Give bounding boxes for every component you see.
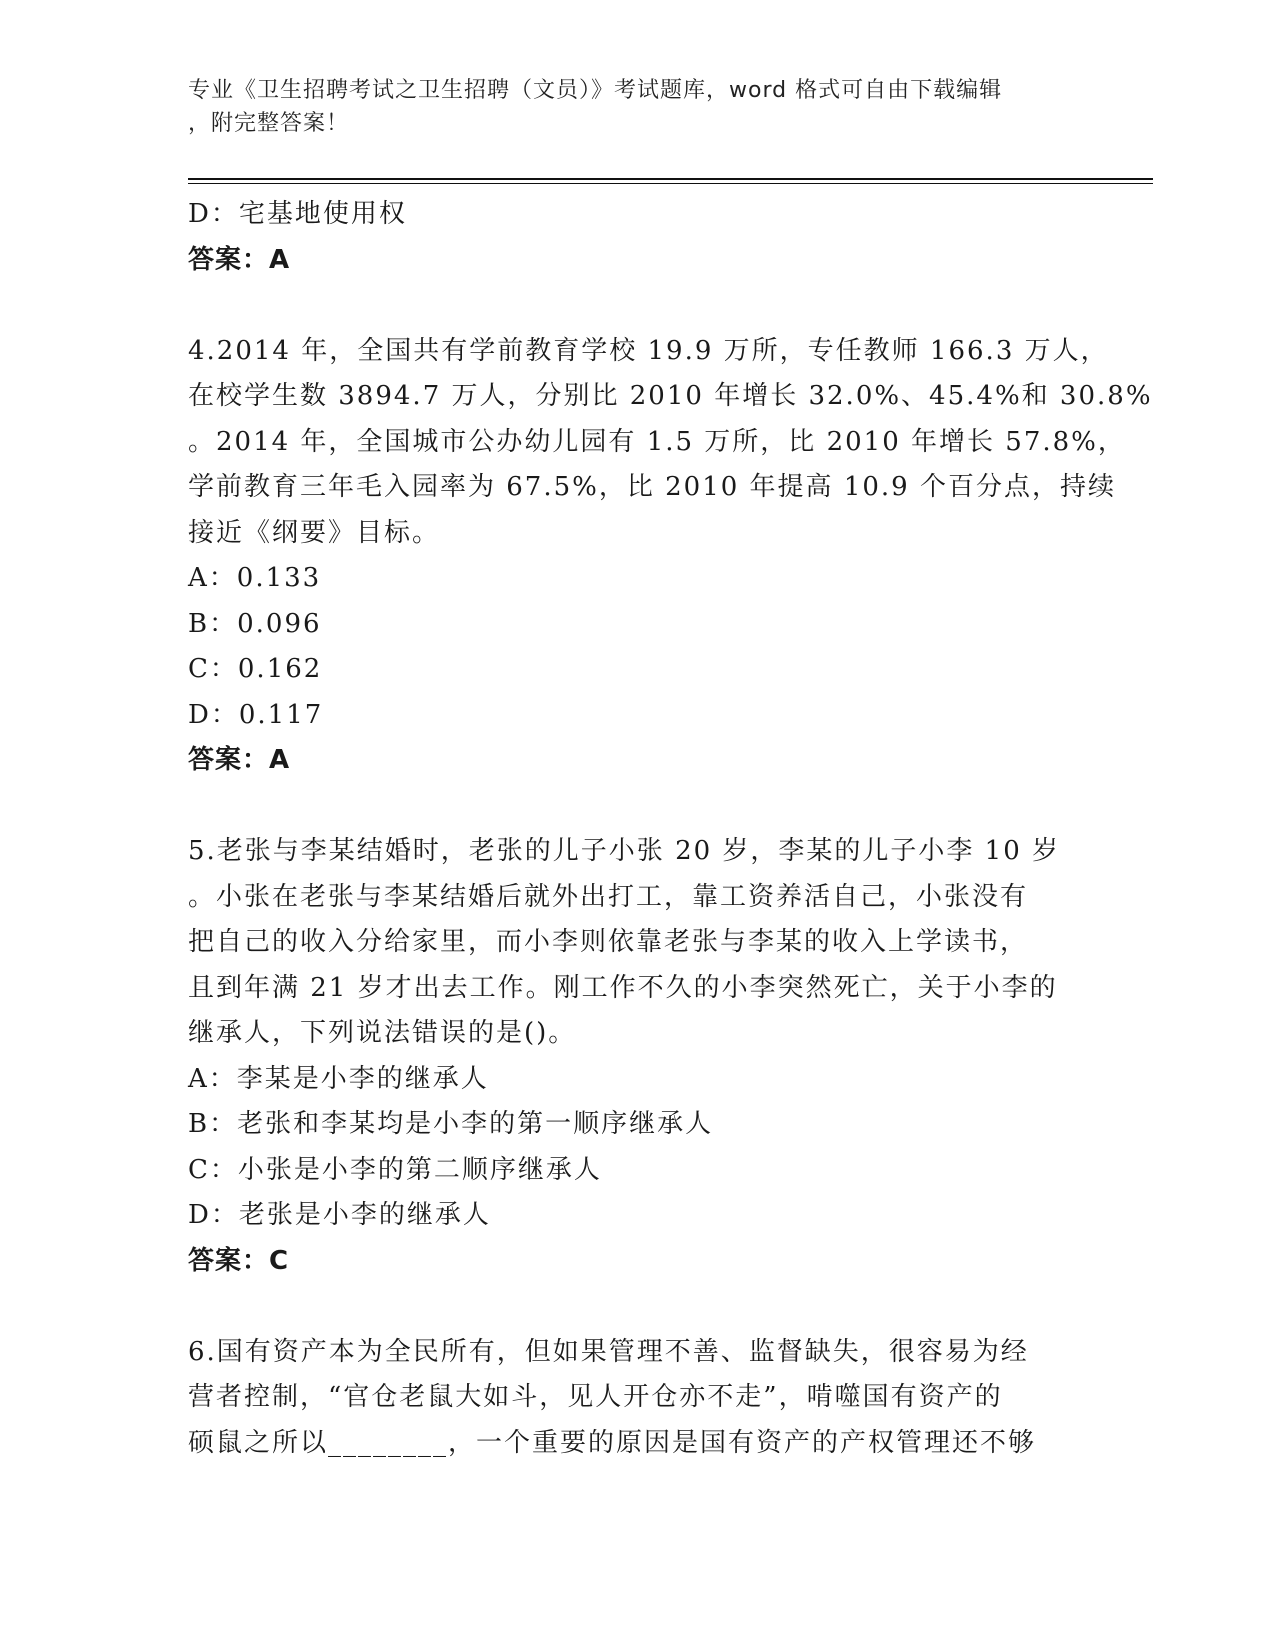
q6-stem-line: 硕鼠之所以________，一个重要的原因是国有资产的产权管理还不够 [188,1427,1037,1458]
q3-answer: 答案：A [188,244,291,275]
q4-option-a: A：0.133 [188,563,322,593]
q6-stem-line: 6.国有资产本为全民所有，但如果管理不善、监督缺失，很容易为经 [188,1336,1029,1367]
header-divider-thin [188,183,1153,184]
q5-stem-line: 继承人，下列说法错误的是()。 [188,1018,577,1048]
header-divider-thick [188,178,1153,180]
q5-stem-line: 5.老张与李某结婚时，老张的儿子小张 20 岁，李某的儿子小李 10 岁 [188,836,1061,866]
spacer [188,283,1088,329]
q5-option-a: A：李某是小李的继承人 [188,1063,489,1094]
q5-option-c: C：小张是小李的第二顺序继承人 [188,1154,602,1185]
q5-stem-line: 。小张在老张与李某结婚后就外出打工，靠工资养活自己，小张没有 [188,881,1029,912]
question-content [188,192,1153,1466]
q5-stem-line: 把自己的收入分给家里，而小李则依靠老张与李某的收入上学读书， [188,927,1029,957]
question-5 [188,829,1088,1284]
q3-option-d: D：宅基地使用权 [188,199,407,229]
q4-stem-line: 学前教育三年毛入园率为 67.5%，比 2010 年提高 10.9 个百分点，持续 [188,472,1116,502]
q4-stem-line: 接近《纲要》目标。 [188,517,441,548]
header-line-2: ，附完整答案！ [188,111,350,136]
q6-stem-line: 营者控制，“官仓老鼠大如斗，见人开仓亦不走”，啃噬国有资产的 [188,1382,1003,1412]
q4-option-c: C：0.162 [188,654,323,684]
spacer [188,1284,1088,1330]
q4-stem-line: 。2014 年，全国城市公办幼儿园有 1.5 万所，比 2010 年增长 57.8%， [188,426,1126,457]
q5-answer: 答案：C [188,1245,290,1276]
q4-option-b: B：0.096 [188,608,322,639]
q5-stem-line: 且到年满 21 岁才出去工作。刚工作不久的小李突然死亡，关于小李的 [188,972,1058,1003]
question-6 [188,1330,1088,1467]
q4-option-d: D：0.117 [188,699,324,730]
q5-option-d: D：老张是小李的继承人 [188,1200,491,1230]
q5-option-b: B：老张和李某均是小李的第一顺序继承人 [188,1109,714,1139]
q4-stem-line: 在校学生数 3894.7 万人，分别比 2010 年增长 32.0%、45.4%和 30.8% [188,381,1153,411]
header-line-1: 专业《卫生招聘考试之卫生招聘（文员）》考试题库，word 格式可自由下载编辑 [188,78,1003,103]
spacer [188,784,1088,830]
q4-stem-line: 4.2014 年，全国共有学前教育学校 19.9 万所，专任教师 166.3 万人， [188,335,1109,366]
q4-answer: 答案：A [188,745,291,775]
page-header [188,74,1088,140]
question-4 [188,329,1153,784]
